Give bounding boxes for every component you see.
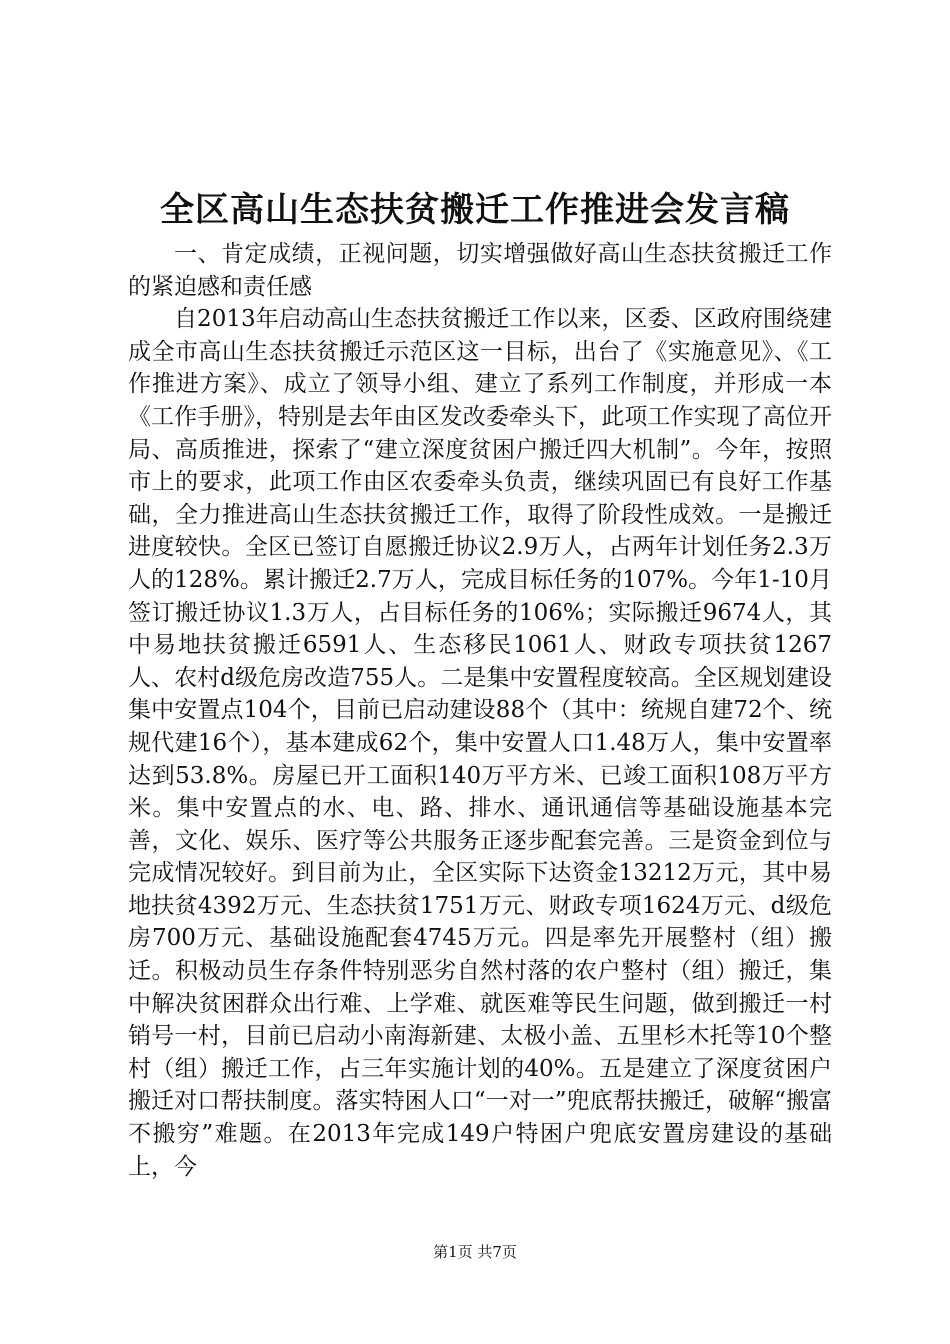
document-title: 全区高山生态扶贫搬迁工作推进会发言稿 [160, 190, 790, 230]
section-heading: 一、肯定成绩，正视问题，切实增强做好高山生态扶贫搬迁工作的紧迫感和责任感 [128, 241, 832, 300]
page-number-footer: 第1页 共7页 [433, 1243, 517, 1261]
body-paragraph: 自2013年启动高山生态扶贫搬迁工作以来，区委、区政府围绕建成全市高山生态扶贫搬迁示范区这一目标，出台了《实施意见》、《工作推进方案》、成立了领导小组、建立了系列工作制度，并形成一本《工作手册》，特别是去年由区发改委牵头下，此项工作实现了高位开局、高质推进，探索了“建立深度贫困户搬迁四大机制”。今年，按照市上的要求，此项工作由区农委牵头负责，继续巩固已有良好工作基础，全力推进高山生态扶贫搬迁工作，取得了阶段性成效。一是搬迁进度较快。全区已签订自愿搬迁协议2.9万人，占两年计划任务2.3万人的128%。累计搬迁2.7万人，完成目标任务的107%。今年1-10月签订搬迁协议1.3万人，占目标任务的106%；实际搬迁9674人，其中易地扶贫搬迁6591人、生态移民1061人、财政专项扶贫1267人、农村d级危房改造755人。二是集中安置程度较高。全区规划建设集中安置点104个，目前已启动建设88个（其中：统规自建72个、统规代建16个），基本建成62个，集中安置人口1.48万人，集中安置率达到53.8%。房屋已开工面积140万平方米、已竣工面积108万平方米。集中安置点的水、电、路、排水、通讯通信等基础设施基本完善，文化、娱乐、医疗等公共服务正逐步配套完善。三是资金到位与完成情况较好。到目前为止，全区实际下达资金13212万元，其中易地扶贫4392万元、生态扶贫1751万元、财政专项1624万元、d级危房700万元、基础设施配套4745万元。四是率先开展整村（组）搬迁。积极动员生存条件特别恶劣自然村落的农户整村（组）搬迁，集中解决贫困群众出行难、上学难、就医难等民生问题，做到搬迁一村销号一村，目前已启动小南海新建、太极小盖、五里杉木托等10个整村（组）搬迁工作，占三年实施计划的40%。五是建立了深度贫困户搬迁对口帮扶制度。落实特困人口“一对一”兜底帮扶搬迁，破解“搬富不搬穷”难题。在2013年完成149户特困户兜底安置房建设的基础上，今 [128, 306, 832, 1180]
document-body [128, 238, 832, 1183]
